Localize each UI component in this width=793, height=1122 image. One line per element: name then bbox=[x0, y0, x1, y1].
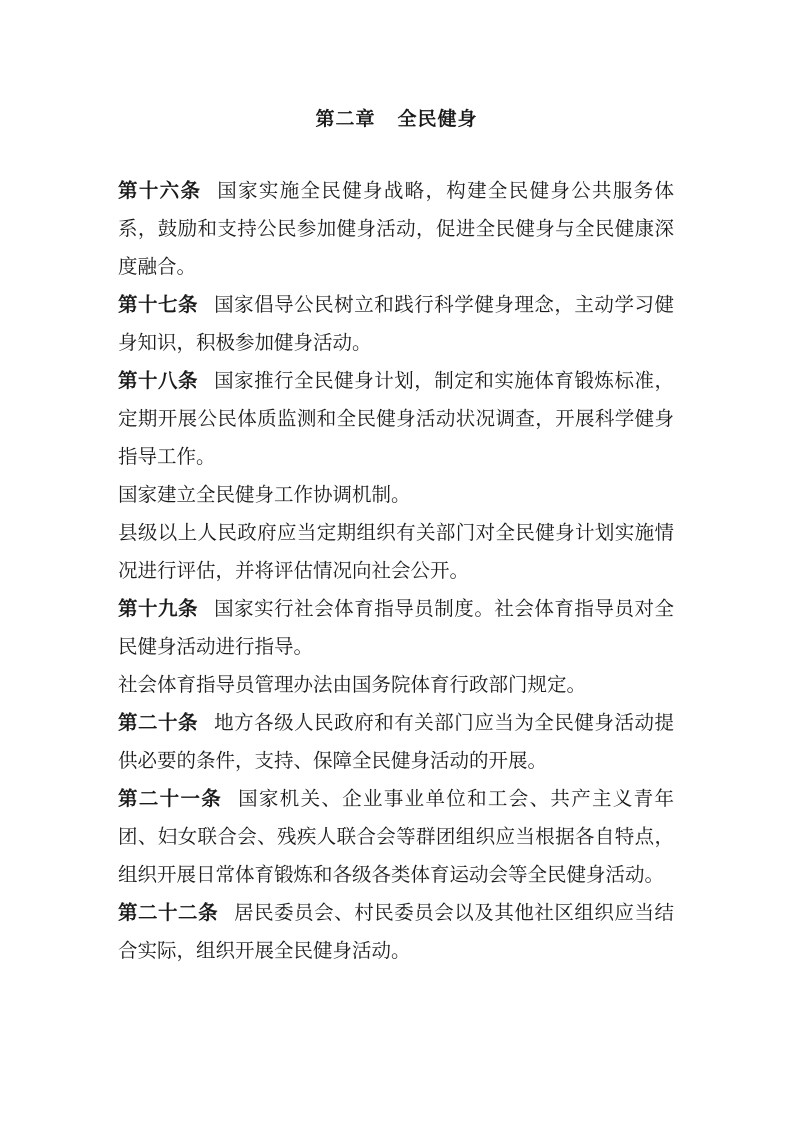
article-paragraph bbox=[118, 286, 674, 362]
article-number: 第十九条 bbox=[118, 597, 199, 620]
article-number: 第二十二条 bbox=[118, 901, 219, 924]
article-text: 国家推行全民健身计划，制定和实施体育锻炼标准，定期开展公民体质监测和全民健身活动状况调查，开展科学健身指导工作。 bbox=[118, 369, 674, 468]
article-paragraph bbox=[118, 172, 674, 286]
article-paragraph bbox=[118, 894, 674, 970]
article-number: 第二十一条 bbox=[118, 787, 223, 810]
clause-paragraph bbox=[118, 514, 674, 590]
clause-text: 国家建立全民健身工作协调机制。 bbox=[118, 483, 411, 506]
article-text: 国家实行社会体育指导员制度。社会体育指导员对全民健身活动进行指导。 bbox=[118, 597, 674, 658]
article-paragraph bbox=[118, 590, 674, 666]
article-text: 居民委员会、村民委员会以及其他社区组织应当结合实际，组织开展全民健身活动。 bbox=[118, 901, 674, 962]
chapter-number: 第二章 bbox=[315, 108, 376, 130]
article-paragraph bbox=[118, 362, 674, 476]
article-text: 地方各级人民政府和有关部门应当为全民健身活动提供必要的条件，支持、保障全民健身活动的开展。 bbox=[118, 711, 674, 772]
article-number: 第十七条 bbox=[118, 293, 199, 316]
article-number: 第十八条 bbox=[118, 369, 199, 392]
article-paragraph bbox=[118, 704, 674, 780]
article-text: 国家倡导公民树立和践行科学健身理念，主动学习健身知识，积极参加健身活动。 bbox=[118, 293, 674, 354]
clause-paragraph bbox=[118, 476, 674, 514]
article-text: 国家实施全民健身战略，构建全民健身公共服务体系，鼓励和支持公民参加健身活动，促进全民健身与全民健康深度融合。 bbox=[118, 179, 674, 278]
clause-text: 社会体育指导员管理办法由国务院体育行政部门规定。 bbox=[118, 673, 587, 696]
article-number: 第十六条 bbox=[118, 179, 202, 202]
clause-text: 县级以上人民政府应当定期组织有关部门对全民健身计划实施情况进行评估，并将评估情况向社会公开。 bbox=[118, 521, 674, 582]
article-number: 第二十条 bbox=[118, 711, 199, 734]
chapter-heading bbox=[0, 104, 793, 131]
chapter-title: 全民健身 bbox=[397, 108, 478, 130]
chapter-body bbox=[118, 172, 674, 970]
article-text: 国家机关、企业事业单位和工会、共产主义青年团、妇女联合会、残疾人联合会等群团组织应当根据各自特点，组织开展日常体育锻炼和各级各类体育运动会等全民健身活动。 bbox=[118, 787, 674, 886]
article-paragraph bbox=[118, 780, 674, 894]
clause-paragraph bbox=[118, 666, 674, 704]
